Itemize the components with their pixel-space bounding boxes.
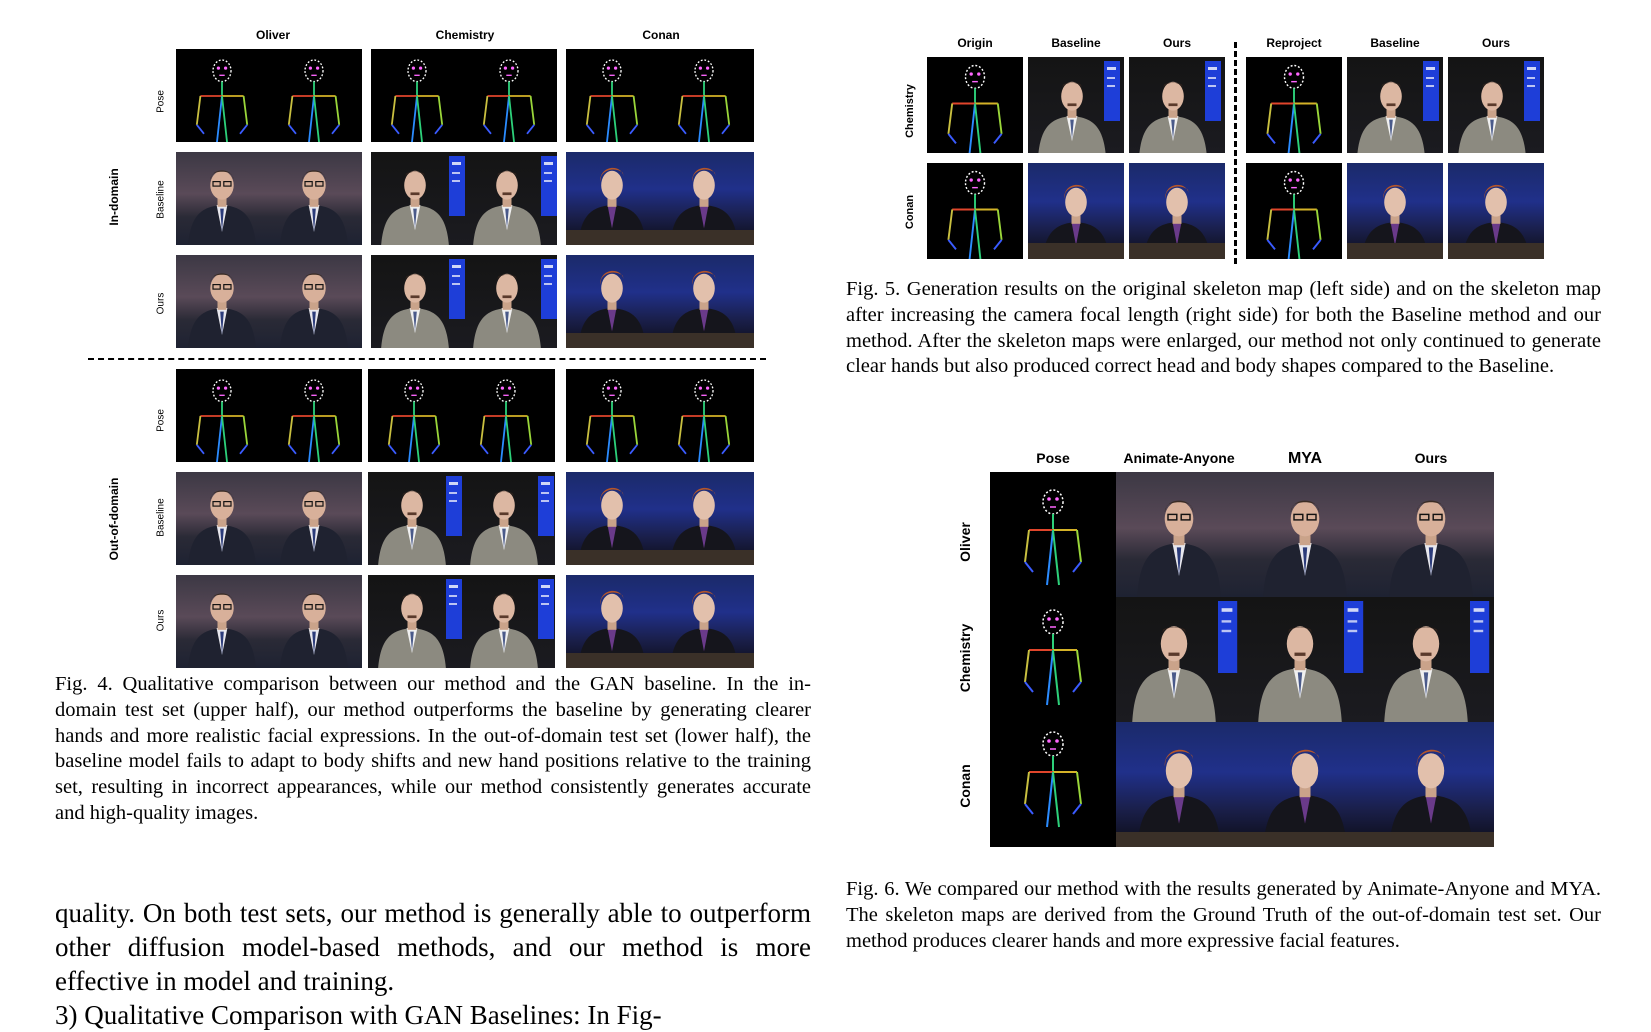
fig4-row-label-pose: Pose (155, 90, 167, 113)
fig5-image-baseline-conan (1028, 163, 1124, 259)
fig5-image-origin-chemistry (927, 57, 1023, 153)
fig5-image-reproject-chemistry (1246, 57, 1342, 153)
fig4-group-label-out-of-domain: Out-of-domain (107, 477, 121, 561)
fig6-col-header-pose: Pose (1036, 450, 1070, 466)
fig4-caption: Fig. 4. Qualitative comparison between our method and the GAN baseline. In the in-domain test set (upper half), our method outperforms the baseline by generating clearer hands and more realistic facial expressions. In the out-of-domain test set (lower half), the baseline model fails to adapt to body shifts and new hand positions relative to the training set, resulting in incorrect appearances, while our method consistently generates accurate and high-quality images. (55, 673, 811, 824)
fig4-image-pose-oliver (176, 369, 362, 462)
fig4-image-ours-oliver (176, 575, 362, 668)
fig5-col-header-baseline: Baseline (1051, 36, 1101, 50)
fig6-row-label-chemistry: Chemistry (957, 623, 973, 693)
fig5-image-origin-conan (927, 163, 1023, 259)
fig6-col-header-animate-anyone: Animate-Anyone (1123, 450, 1235, 466)
fig5-row-label-conan: Conan (904, 194, 916, 230)
fig4-col-header-chemistry: Chemistry (435, 28, 495, 42)
fig5-image-ours-right-conan (1448, 163, 1544, 259)
fig4-row-label-baseline: Baseline (155, 498, 167, 537)
fig6-row-oliver (1116, 472, 1494, 597)
fig5-image-baseline-right-chemistry (1347, 57, 1443, 153)
fig4-image-pose-oliver (176, 49, 362, 142)
fig4-image-ours-oliver (176, 255, 362, 348)
fig4-image-pose-chemistry (371, 49, 557, 142)
fig6-pose-column (990, 472, 1116, 847)
fig4-image-baseline-chemistry (371, 152, 557, 245)
fig4-image-baseline-oliver (176, 472, 362, 565)
fig4-col-header-conan: Conan (642, 28, 680, 42)
fig4-image-pose-chemistry (368, 369, 555, 462)
fig4-domain-divider (88, 358, 766, 360)
fig4-row-label-ours: Ours (155, 609, 167, 632)
fig6-col-header-ours: Ours (1414, 450, 1448, 466)
fig5-image-ours-right-chemistry (1448, 57, 1544, 153)
fig4-image-ours-conan (566, 575, 754, 668)
fig4-image-ours-chemistry (368, 575, 555, 668)
fig5-col-header-ours: Ours (1162, 36, 1191, 50)
fig4-image-baseline-conan (566, 472, 754, 565)
fig5-col-header-baseline-right: Baseline (1370, 36, 1420, 50)
body-paragraph: quality. On both test sets, our method is generally able to outperform other diffusion model-based methods, and our method is more effective in model and training. (55, 898, 811, 996)
fig5-image-baseline-right-conan (1347, 163, 1443, 259)
fig4-row-label-pose: Pose (155, 409, 167, 432)
fig4-image-pose-conan (566, 369, 754, 462)
fig4-col-header-oliver: Oliver (255, 28, 291, 42)
fig5-image-ours-chemistry (1129, 57, 1225, 153)
fig6-row-conan (1116, 722, 1494, 847)
fig4-image-baseline-chemistry (368, 472, 555, 565)
fig4-row-label-ours: Ours (155, 292, 167, 315)
fig5-col-header-ours-right: Ours (1481, 36, 1510, 50)
fig4-group-label-in-domain: In-domain (107, 168, 121, 226)
fig5-image-reproject-conan (1246, 163, 1342, 259)
body-cutoff-line: 3) Qualitative Comparison with GAN Baselines: In Fig- (55, 1000, 662, 1030)
fig5-image-ours-conan (1129, 163, 1225, 259)
fig5-side-divider (1234, 42, 1237, 264)
fig4-image-baseline-conan (566, 152, 754, 245)
fig6-row-label-conan: Conan (957, 764, 973, 808)
fig4-image-baseline-oliver (176, 152, 362, 245)
fig5-row-label-chemistry: Chemistry (904, 84, 916, 138)
fig4-row-label-baseline: Baseline (155, 180, 167, 219)
fig5-caption: Fig. 5. Generation results on the original skeleton map (left side) and on the skeleton map after increasing the camera focal length (right side) for both the Baseline method and our method. After the skeleton maps were enlarged, our method not only continued to generate clear hands but also produced correct head and body shapes compared to the Baseline. (846, 278, 1601, 378)
fig4-image-ours-chemistry (371, 255, 557, 348)
fig5-image-baseline-chemistry (1028, 57, 1124, 153)
fig4-image-pose-conan (566, 49, 754, 142)
fig6-row-label-oliver: Oliver (957, 522, 973, 562)
fig4-image-ours-conan (566, 255, 754, 348)
fig6-caption: Fig. 6. We compared our method with the results generated by Animate-Anyone and MYA. The skeleton maps are derived from the Ground Truth of the out-of-domain test set. Our method produces clearer hands and more expressive facial features. (846, 878, 1601, 952)
fig6-row-chemistry (1116, 597, 1494, 722)
fig5-col-header-reproject: Reproject (1266, 36, 1322, 50)
fig5-col-header-origin: Origin (957, 36, 993, 50)
fig6-col-header-mya: MYA (1287, 450, 1323, 467)
